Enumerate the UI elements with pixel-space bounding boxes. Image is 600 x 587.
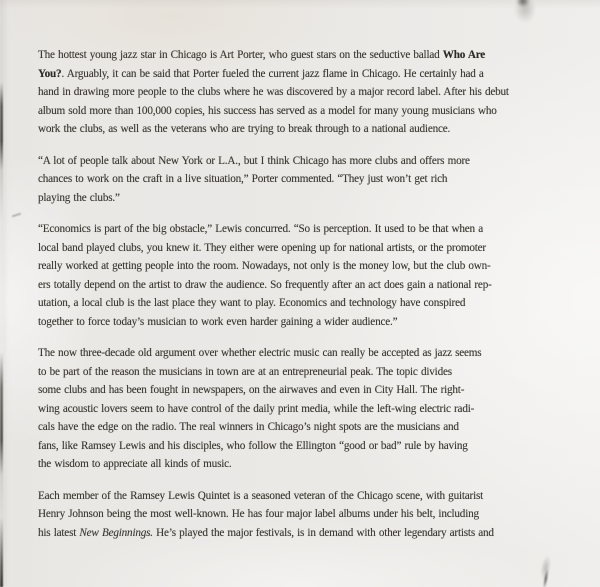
- text-line: [38, 437, 590, 456]
- text-segment-bold: You?: [38, 67, 62, 80]
- text-segment-normal: playing the clubs.”: [38, 191, 120, 204]
- text-line: [38, 239, 590, 258]
- text-line: [38, 83, 590, 102]
- text-line: [38, 455, 590, 474]
- text-line: [38, 524, 590, 543]
- text-line: [38, 257, 590, 276]
- text-segment-normal: The hottest young jazz star in Chicago is Art Porter, who guest stars on the seductive ballad: [38, 49, 443, 61]
- text-segment-normal: “Economics is part of the big obstacle,” Lewis concurred. “So is perception. It used to be that when a: [38, 223, 483, 235]
- text-segment-normal: wing acoustic lovers seem to have control of the daily print media, while the left-wing electric radi-: [38, 402, 475, 415]
- scan-speck: [12, 213, 21, 218]
- paragraph: [38, 46, 590, 139]
- text-line: [38, 276, 590, 295]
- text-line: [38, 220, 590, 239]
- text-segment-normal: some clubs and has been fought in newspapers, on the airwaves and even in City Hall. The right-: [38, 384, 465, 396]
- text-segment-normal: “A lot of people talk about New York or L.A., but I think Chicago has more clubs and offers more: [38, 154, 470, 167]
- text-segment-normal: chances to work on the craft in a live situation,” Porter commented. “They just won’t get rich: [38, 173, 448, 185]
- text-line: [38, 170, 590, 189]
- text-segment-normal: utation, a local club is the last place they want to play. Economics and technology have conspired: [38, 297, 466, 309]
- text-line: [38, 344, 590, 363]
- text-segment-normal: Henry Johnson being the most well-known. He has four major label albums under his belt, including: [38, 508, 479, 520]
- text-line: [38, 505, 590, 524]
- text-line: [38, 381, 590, 400]
- text-line: [38, 418, 590, 437]
- text-line: [38, 400, 590, 419]
- paragraph: [38, 344, 590, 474]
- text-segment-normal: local band played clubs, you knew it. They either were opening up for national artists, or the promoter: [38, 241, 486, 254]
- text-line: [38, 189, 590, 208]
- text-segment-normal: ers totally depend on the artist to draw the audience. So frequently after an act does gain a national rep-: [38, 278, 492, 291]
- page-spine-shadow: [0, 0, 3, 587]
- text-segment-normal: . Arguably, it can be said that Porter fueled the current jazz flame in Chicago. He certainly had a: [61, 67, 484, 80]
- text-segment-normal: to be part of the reason the musicians in town are at an entrepreneurial peak. The topic divides: [38, 365, 452, 378]
- text-line: [38, 313, 590, 332]
- text-segment-normal: He’s played the major festivals, is in demand with other legendary artists and: [152, 526, 494, 539]
- text-line: [38, 152, 590, 171]
- text-line: [38, 363, 590, 382]
- text-segment-normal: fans, like Ramsey Lewis and his disciples, who follow the Ellington “good or bad” rule by having: [38, 439, 468, 452]
- scan-smudge-top-right: [505, 0, 541, 24]
- text-segment-normal: really worked at getting people into the room. Nowadays, not only is the money low, but the club own-: [38, 260, 491, 272]
- scan-crease-bottom-right: [533, 554, 560, 587]
- liner-notes-text: [38, 46, 590, 555]
- text-segment-bold: Who Are: [442, 49, 486, 61]
- text-segment-normal: album sold more than 100,000 copies, his success has served as a model for many young musicians who: [38, 104, 497, 117]
- text-line: [38, 120, 590, 139]
- text-segment-normal: Each member of the Ramsey Lewis Quintet is a seasoned veteran of the Chicago scene, with guitarist: [38, 489, 484, 502]
- text-segment-italic: New Beginnings.: [79, 526, 153, 539]
- text-line: [38, 294, 590, 313]
- text-segment-normal: together to force today’s musician to work even harder gaining a wider audience.”: [38, 315, 398, 328]
- paragraph: [38, 220, 590, 331]
- text-segment-normal: his latest: [38, 526, 80, 539]
- paragraph: [38, 487, 590, 543]
- text-line: [38, 65, 590, 84]
- text-segment-normal: the wisdom to appreciate all kinds of music.: [38, 458, 232, 470]
- text-segment-normal: work the clubs, as well as the veterans who are trying to break through to a national audience.: [38, 123, 451, 135]
- text-line: [38, 46, 590, 65]
- text-line: [38, 102, 590, 121]
- text-segment-normal: The now three-decade old argument over whether electric music can really be accepted as jazz seems: [38, 347, 482, 359]
- text-segment-normal: cals have the edge on the radio. The real winners in Chicago’s night spots are the musicians and: [38, 421, 459, 433]
- paragraph: [38, 152, 590, 208]
- text-line: [38, 487, 590, 506]
- text-segment-normal: hand in drawing more people to the clubs where he was discovered by a major record label. After his debut: [38, 86, 509, 98]
